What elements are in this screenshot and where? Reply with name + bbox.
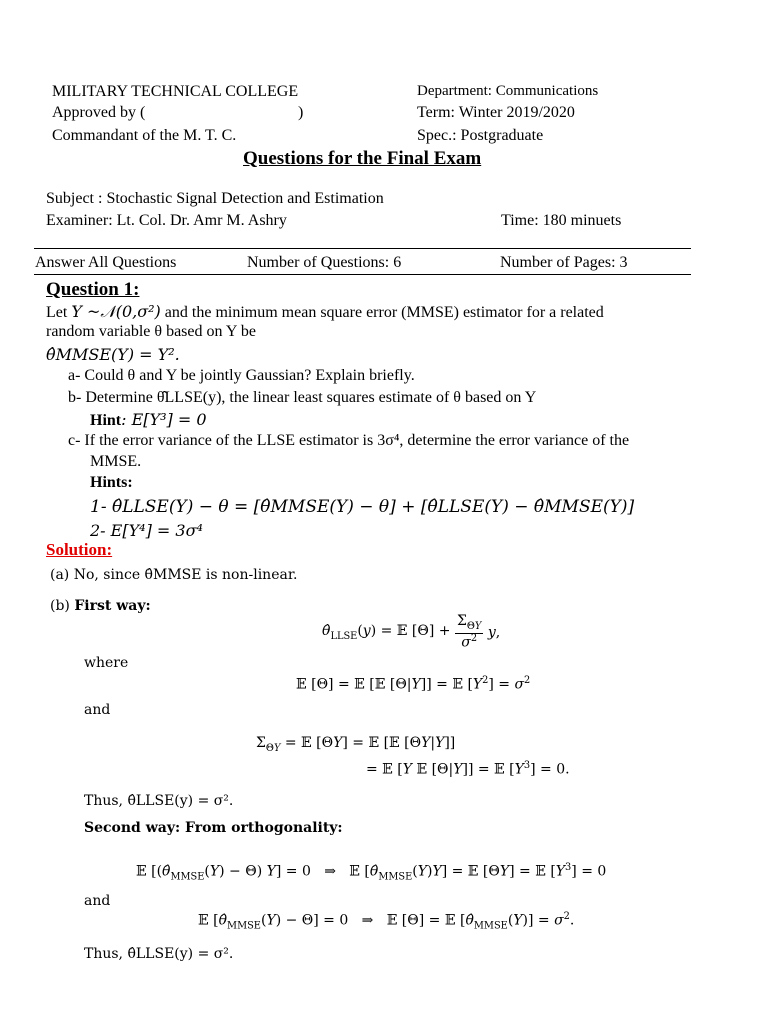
approved-close-paren: ) — [298, 104, 304, 121]
equation-cross-covariance-line1: $\Sigma_{\Theta Y}$ = 𝔼 [ΘY] = 𝔼 [𝔼 [ΘY|Y]] — [256, 735, 456, 754]
question-part-b: b- Determine θ̂LLSE(y), the linear least squares estimate of θ based on Y — [68, 389, 537, 406]
equation-cross-covariance-line2: = 𝔼 [Y 𝔼 [Θ|Y]] = 𝔼 $[Y^3] = 0$. — [366, 760, 570, 778]
second-way-label: Second way: From orthogonality: — [84, 820, 343, 836]
and-label-1: and — [84, 702, 111, 718]
where-label: where — [84, 655, 129, 671]
question-part-b-hint: Hint: E[Y³] = 0 — [90, 410, 207, 429]
approved-by: Approved by ( — [52, 104, 146, 121]
college-name: MILITARY TECHNICAL COLLEGE — [52, 83, 299, 100]
hint-2: 2- E[Y⁴] = 3σ⁴ — [90, 521, 203, 540]
term: Term: Winter 2019/2020 — [417, 104, 575, 121]
question-part-c-line1: c- If the error variance of the LLSE estimator is 3σ⁴, determine the error variance of the — [68, 432, 630, 449]
examiner-line: Examiner: Lt. Col. Dr. Amr M. Ashry — [46, 212, 287, 229]
question-heading: Question 1: — [46, 279, 140, 300]
and-label-2: and — [84, 893, 111, 909]
department: Department: Communications — [417, 83, 599, 99]
number-of-questions: Number of Questions: 6 — [247, 254, 402, 271]
commandant: Commandant of the M. T. C. — [52, 127, 237, 144]
question-intro-line1: Let Y ~𝒩(0,σ²) and the minimum mean square error (MMSE) estimator for a related — [46, 302, 604, 321]
hints-label: Hints: — [90, 474, 133, 491]
thus-result-2: Thus, θ̂LLSE(y) = σ². — [84, 946, 234, 962]
exam-title: Questions for the Final Exam — [243, 148, 482, 169]
number-of-pages: Number of Pages: 3 — [500, 254, 628, 271]
equation-expectation-theta: 𝔼 [Θ] = 𝔼 [𝔼 [Θ|Y]] = 𝔼 $[Y^2] = \sigma^2$ — [296, 675, 531, 693]
equation-llse-formula: $\thetâ_{LLSE}(y)$ = 𝔼 [Θ] + $\frac{\Sigma_{\Theta Y}}{\sigma^2}$ y, — [322, 613, 501, 651]
solution-heading: Solution: — [46, 540, 113, 559]
spec: Spec.: Postgraduate — [417, 127, 544, 144]
equation-orthogonality-2: 𝔼 $[\thetâ_{MMSE}(Y) - \Theta] = 0$ ⇒ 𝔼 [Θ] = 𝔼 $[\thetâ_{MMSE}(Y)] = \sigma^2$. — [198, 911, 575, 932]
top-rule — [34, 248, 691, 249]
thus-result-1: Thus, θ̂LLSE(y) = σ². — [84, 793, 234, 809]
answer-all: Answer All Questions — [35, 254, 177, 271]
question-intro-line2: random variable θ based on Y be — [46, 323, 256, 340]
hint-1: 1- θ̂LLSE(Y) − θ = [θ̂MMSE(Y) − θ] + [θ̂LLSE(Y) − θ̂MMSE(Y)] — [90, 497, 635, 517]
subject-line: Subject : Stochastic Signal Detection and Estimation — [46, 190, 384, 207]
bottom-rule — [34, 274, 691, 275]
solution-part-a: (a) No, since θ̂MMSE is non-linear. — [50, 567, 298, 583]
solution-part-b-label: (b) First way: — [50, 598, 151, 614]
time-allowed: Time: 180 minuets — [501, 212, 622, 229]
question-part-a: a- Could θ and Y be jointly Gaussian? Explain briefly. — [68, 367, 415, 384]
question-intro-line3: θ̂MMSE(Y) = Y². — [46, 345, 180, 364]
equation-orthogonality-1: 𝔼 $[(\thetâ_{MMSE}(Y) - \Theta) Y] = 0$ ⇒ 𝔼 $[\thetâ_{MMSE}(Y)Y]$ = 𝔼 [ΘY] = 𝔼 $[Y^3] = 0$ — [136, 862, 607, 883]
question-part-c-line2: MMSE. — [90, 453, 142, 470]
